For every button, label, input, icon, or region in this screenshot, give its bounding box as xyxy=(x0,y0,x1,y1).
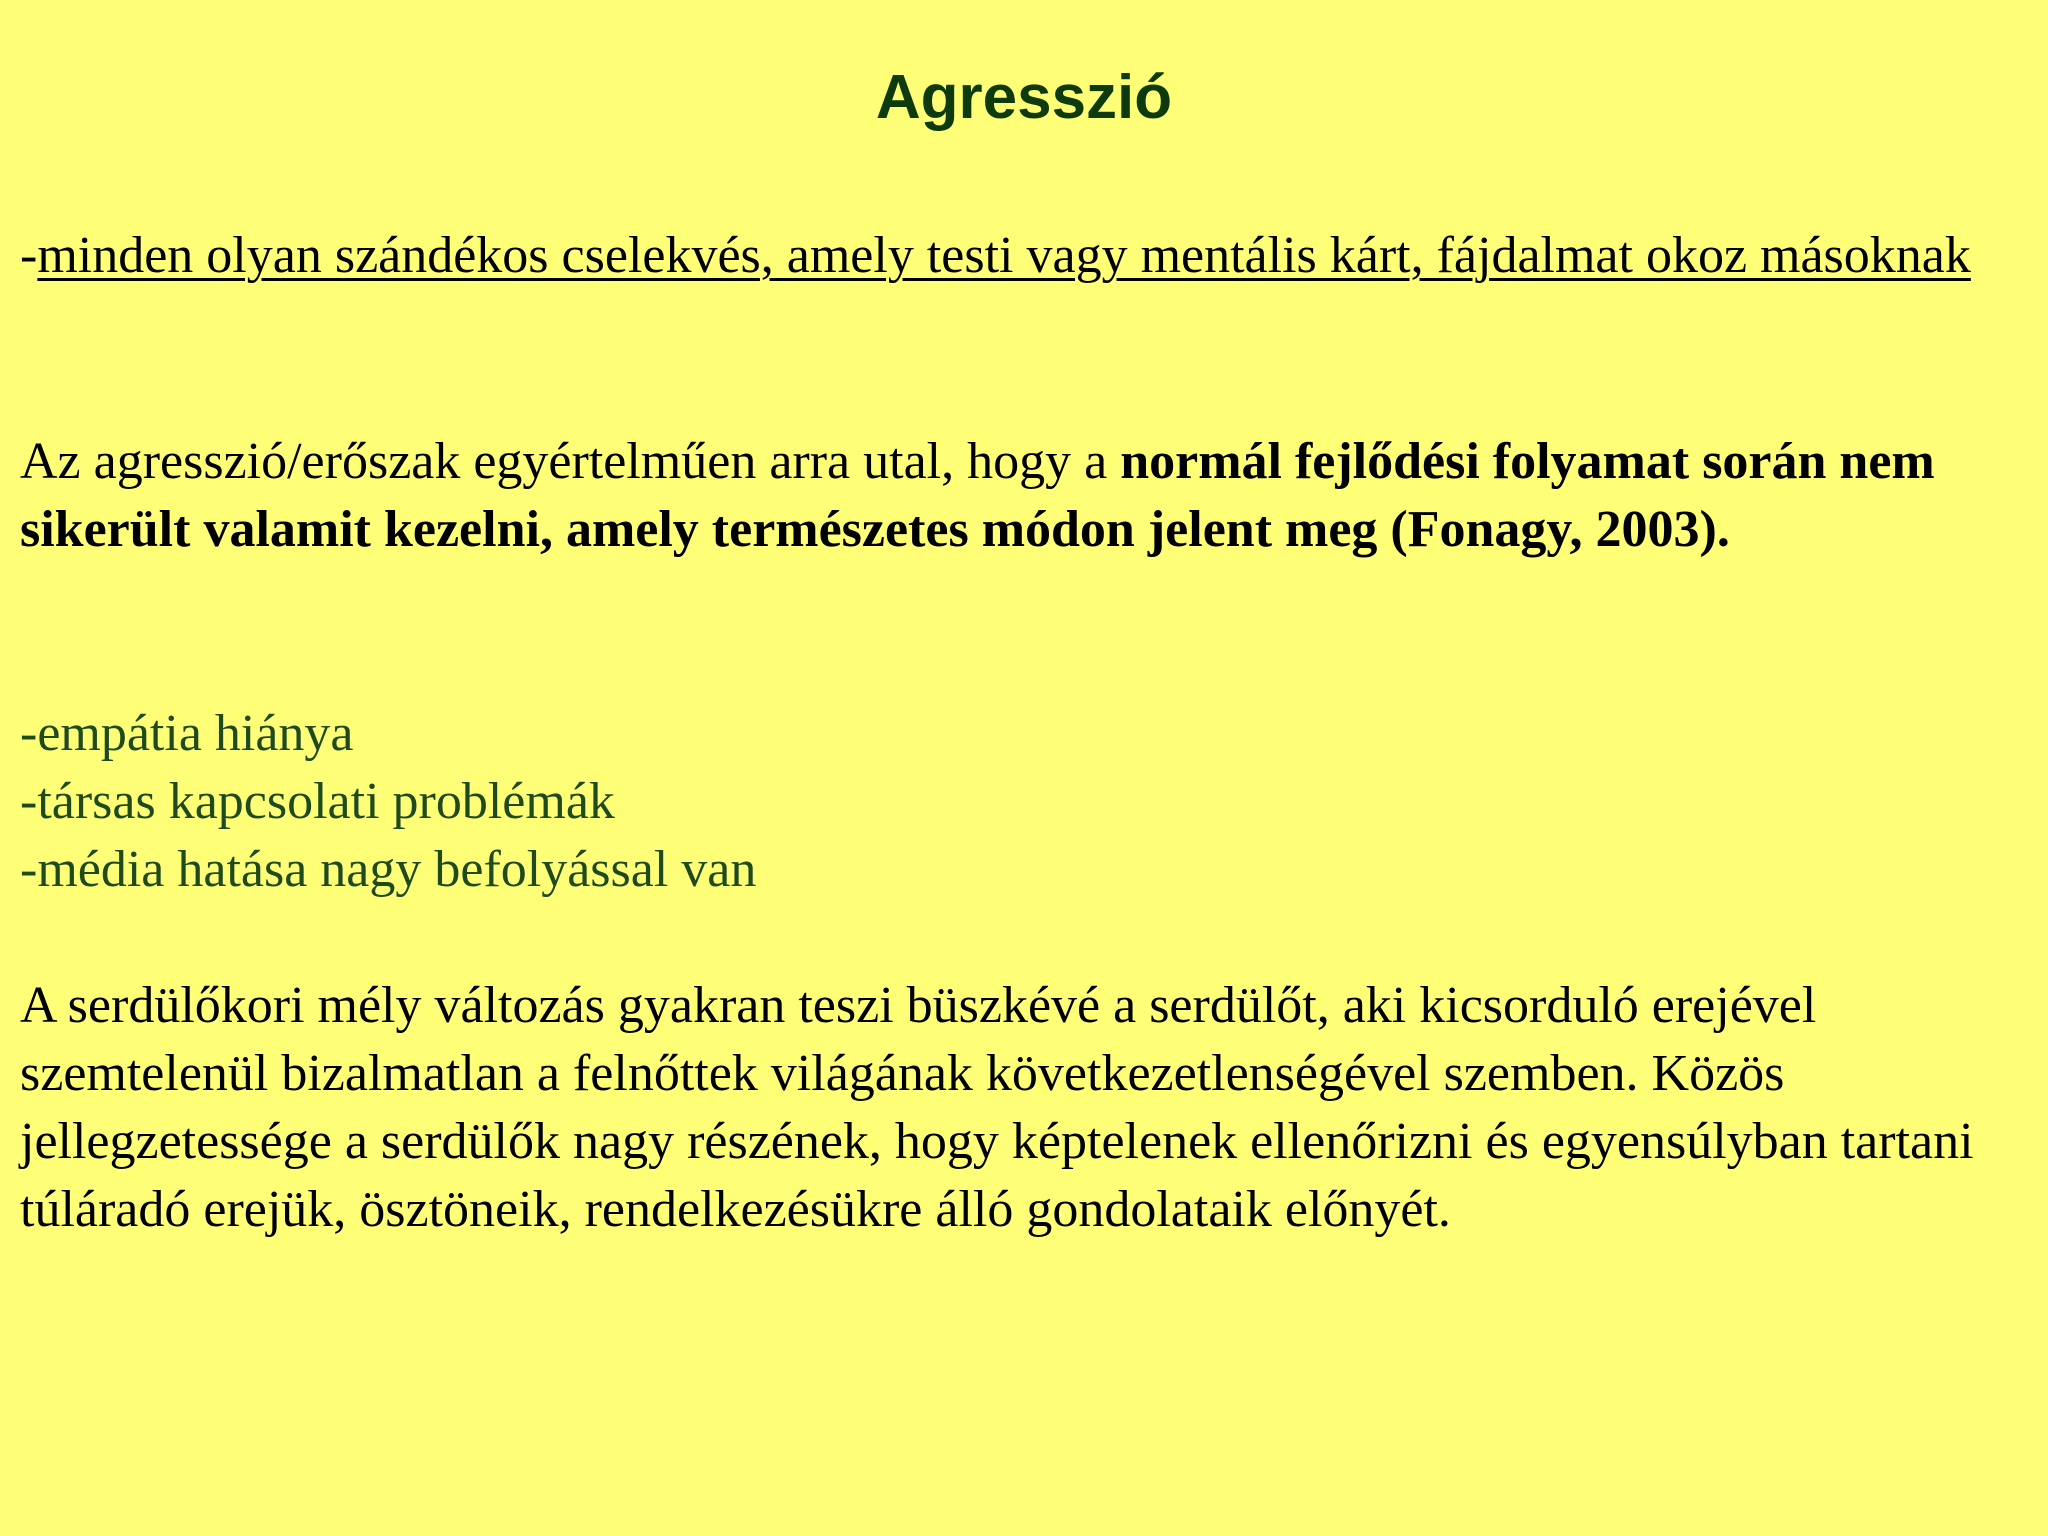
list-item: -társas kapcsolati problémák xyxy=(20,773,615,830)
list-item: -média hatása nagy befolyással van xyxy=(20,841,757,898)
factor-list xyxy=(20,700,1980,904)
definition-dash: - xyxy=(20,227,38,284)
adolescence-paragraph: A serdülőkori mély változás gyakran teszi büszkévé a serdülőt, aki kicsorduló erejével szemtelenül bizalmatlan a felnőttek világának következetlenségével szemben. Közös jellegzetessége a serdülők nagy részének, hogy képtelenek ellenőrizni és egyensúlyban tartani túláradó erejük, ösztöneik, rendelkezésükre álló gondolataik előnyét. xyxy=(20,977,1974,1238)
slide-title: Agresszió xyxy=(875,63,1173,132)
definition-text: minden olyan szándékos cselekvés, amely testi vagy mentális kárt, fájdalmat okoz másoknak xyxy=(37,227,1971,284)
list-item: -empátia hiánya xyxy=(20,705,354,762)
fonagy-intro: Az agresszió/erőszak egyértelműen arra utal, hogy a xyxy=(20,433,1121,490)
fonagy-bold-text: normál fejlődési folyamat során nem sikerült valamit kezelni, amely természetes módon jelent meg (Fonagy, 2003). xyxy=(20,433,1935,558)
fonagy-paragraph xyxy=(20,428,1980,564)
definition-paragraph xyxy=(20,222,1980,290)
